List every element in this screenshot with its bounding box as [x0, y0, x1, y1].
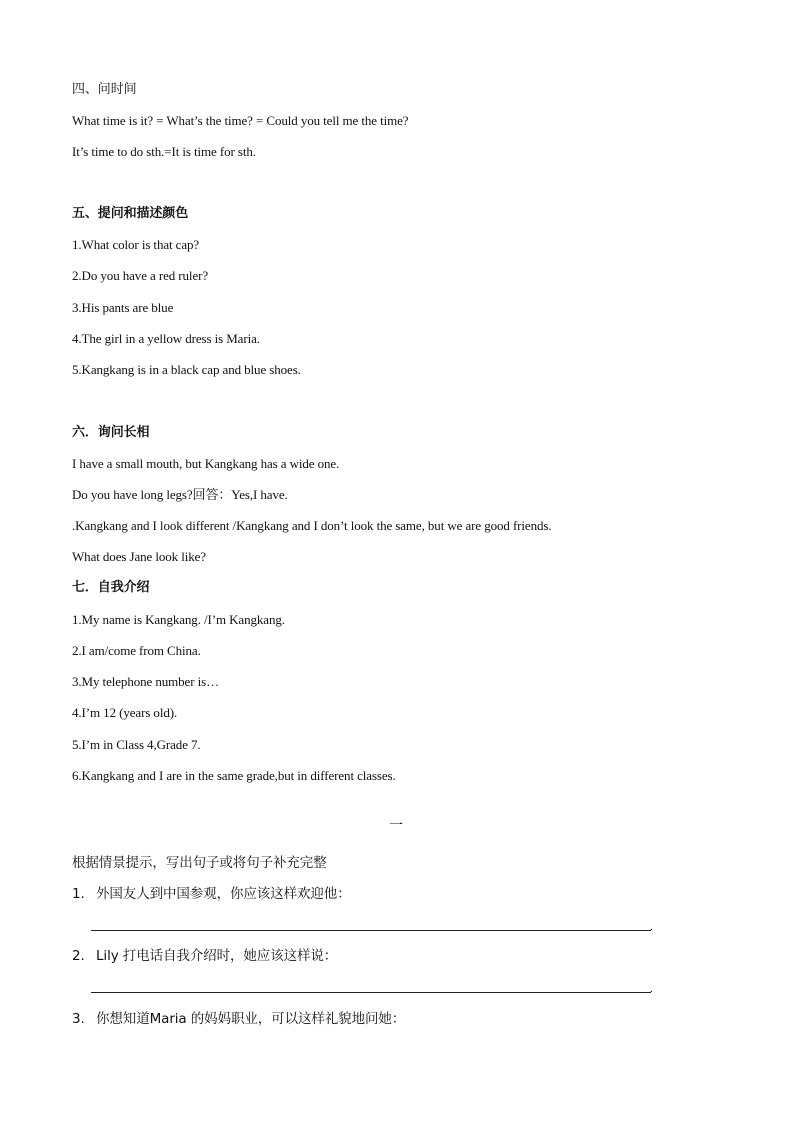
- sentence: .Kangkang and I look different /Kangkang and I don’t look the same, but we are good friends.: [72, 518, 552, 533]
- exercise-instruction: 根据情景提示，写出句子或将句子补充完整: [72, 855, 327, 871]
- sentence: 1.My name is Kangkang. /I’m Kangkang.: [72, 612, 285, 627]
- sentence: 4.The girl in a yellow dress is Maria.: [72, 331, 260, 346]
- answer-line-end: .: [650, 983, 653, 995]
- section-heading-color: 五、提问和描述颜色: [72, 206, 189, 221]
- section-heading-time: 四、问时间: [72, 82, 137, 97]
- item-prompt: 你想知道Maria 的妈妈职业，可以这样礼貌地问她：: [96, 1011, 406, 1027]
- exercise-item: [72, 948, 337, 964]
- exercise-item: [72, 1011, 405, 1027]
- sentence: 3.My telephone number is…: [72, 674, 219, 689]
- section-heading-self-intro: 七．自我介绍: [72, 580, 150, 595]
- sentence: Do you have long legs?回答：Yes,I have.: [72, 487, 288, 502]
- sentence: I have a small mouth, but Kangkang has a wide one.: [72, 456, 340, 471]
- sentence: 1.What color is that cap?: [72, 237, 200, 252]
- sentence: 3.His pants are blue: [72, 300, 174, 315]
- sentence: 2.I am/come from China.: [72, 643, 201, 658]
- sentence: It’s time to do sth.=It is time for sth.: [72, 144, 256, 159]
- part-number: 一: [389, 819, 403, 834]
- sentence: What time is it? = What’s the time? = Could you tell me the time?: [72, 113, 409, 128]
- item-number: 2.: [72, 948, 85, 964]
- sentence: 5.Kangkang is in a black cap and blue shoes.: [72, 362, 301, 377]
- item-number: 3.: [72, 1011, 85, 1027]
- sentence: 4.I’m 12 (years old).: [72, 705, 178, 720]
- section-heading-appearance: 六．询问长相: [72, 425, 150, 440]
- sentence: 5.I’m in Class 4,Grade 7.: [72, 737, 201, 752]
- sentence: 6.Kangkang and I are in the same grade,but in different classes.: [72, 768, 396, 783]
- item-number: 1.: [72, 886, 85, 902]
- sentence: 2.Do you have a red ruler?: [72, 268, 209, 283]
- answer-line-end: .: [650, 921, 653, 933]
- item-prompt: Lily 打电话自我介绍时，她应该这样说：: [96, 948, 338, 964]
- item-prompt: 外国友人到中国参观，你应该这样欢迎他：: [96, 886, 351, 902]
- exercise-item: [72, 886, 351, 902]
- answer-line[interactable]: [91, 930, 651, 931]
- sentence: What does Jane look like?: [72, 549, 206, 564]
- answer-line[interactable]: [91, 992, 651, 993]
